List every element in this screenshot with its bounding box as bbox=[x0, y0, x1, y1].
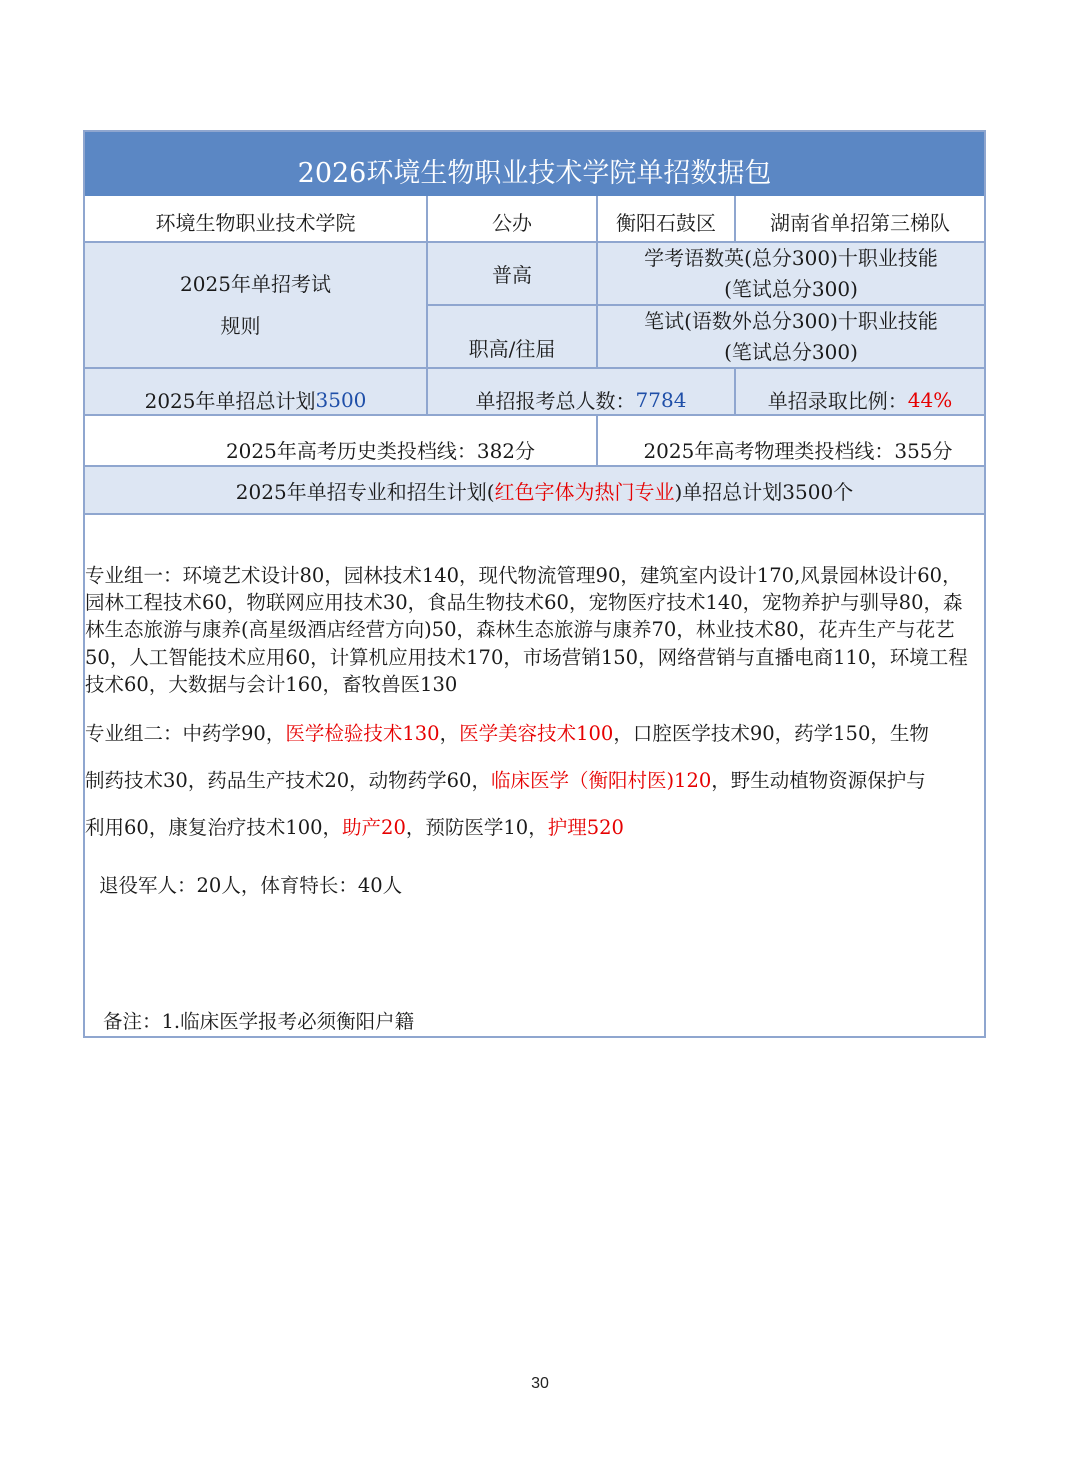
group1-label: 专业组一： bbox=[85, 564, 183, 587]
remark-note: 备注：1.临床医学报考必须衡阳户籍 bbox=[103, 1010, 415, 1033]
group2-text-4: ，野生动植物资源保护与利用60，康复治疗技术100， bbox=[85, 769, 926, 839]
zhigao-label: 职高/往届 bbox=[428, 306, 598, 369]
group2-label: 专业组二： bbox=[85, 722, 183, 745]
rules-label-line1: 2025年单招考试 bbox=[180, 272, 331, 296]
page-number: 30 bbox=[531, 1375, 549, 1392]
zhigao-rule bbox=[598, 306, 984, 369]
group2-hot-1: 医学检验技术130 bbox=[285, 722, 440, 745]
admission-ratio bbox=[736, 369, 984, 416]
school-type: 公办 bbox=[428, 196, 598, 243]
major-group-1 bbox=[85, 562, 984, 698]
plan-header-hot: 红色字体为热门专业 bbox=[494, 479, 675, 504]
rules-label bbox=[85, 243, 428, 369]
physics-score-line: 2025年高考物理类投档线：355分 bbox=[643, 439, 953, 463]
zhigao-rule-line1: 笔试(语数外总分300)十职业技能 bbox=[644, 308, 938, 333]
ratio-label: 单招录取比例： bbox=[767, 389, 908, 413]
plan-header-after: )单招总计划3500个 bbox=[674, 479, 854, 504]
group2-hot-3: 临床医学（衡阳村医)120 bbox=[490, 769, 712, 792]
pugao-rule-line1: 学考语数英(总分300)十职业技能 bbox=[644, 245, 938, 270]
applicants-value: 7784 bbox=[635, 387, 687, 412]
group2-text-1: 中药学90， bbox=[182, 722, 286, 745]
pugao-rule bbox=[598, 243, 984, 306]
school-tier: 湖南省单招第三梯队 bbox=[736, 196, 984, 243]
group2-text-2: ， bbox=[439, 722, 460, 745]
group2-hot-2: 医学美容技术100 bbox=[459, 722, 614, 745]
plan-total-label: 2025年单招总计划 bbox=[144, 389, 316, 413]
pugao-label: 普高 bbox=[428, 243, 598, 306]
plan-header-before: 2025年单招专业和招生计划( bbox=[235, 479, 495, 504]
group1-majors: 环境艺术设计80，园林技术140，现代物流管理90，建筑室内设计170,风景园林设计60，园林工程技术60，物联网应用技术30，食品生物技术60，宠物医疗技术140，宠物养护与驯导80，森林生态旅游与康养(高星级酒店经营方向)50，森林生态旅游与康养70，林业技术80，花卉生产与花艺50，人工智能技术应用60，计算机应用技术170，市场营销150，网络营销与直播电商110，环境工程技术60，大数据与会计160，畜牧兽医130 bbox=[85, 564, 968, 696]
plan-total-value: 3500 bbox=[315, 387, 367, 412]
group2-text-5: ，预防医学10， bbox=[405, 816, 548, 839]
rules-label-line2: 规则 bbox=[220, 314, 261, 338]
school-location: 衡阳石鼓区 bbox=[598, 196, 736, 243]
applicants-label: 单招报考总人数： bbox=[475, 389, 636, 413]
major-group-2 bbox=[85, 710, 984, 851]
sheet-title: 2026环境生物职业技术学院单招数据包 bbox=[85, 132, 984, 196]
plan-header bbox=[85, 465, 984, 515]
ratio-value: 44% bbox=[907, 387, 953, 412]
school-name: 环境生物职业技术学院 bbox=[85, 196, 428, 243]
applicants-total bbox=[428, 369, 736, 416]
history-score-line: 2025年高考历史类投档线：382分 bbox=[85, 416, 598, 465]
special-quota: 退役军人：20人，体育特长：40人 bbox=[99, 874, 403, 897]
plan-total bbox=[85, 369, 428, 416]
group2-hot-5: 护理520 bbox=[547, 816, 624, 839]
group2-hot-4: 助产20 bbox=[342, 816, 406, 839]
group2-text-3: ，口腔医学技术90，药学150，生物制药技术30，药品生产技术20，动物药学60， bbox=[85, 722, 929, 792]
zhigao-rule-line2: (笔试总分300) bbox=[724, 339, 858, 364]
data-sheet bbox=[83, 130, 986, 1038]
pugao-rule-line2: (笔试总分300) bbox=[724, 276, 858, 301]
